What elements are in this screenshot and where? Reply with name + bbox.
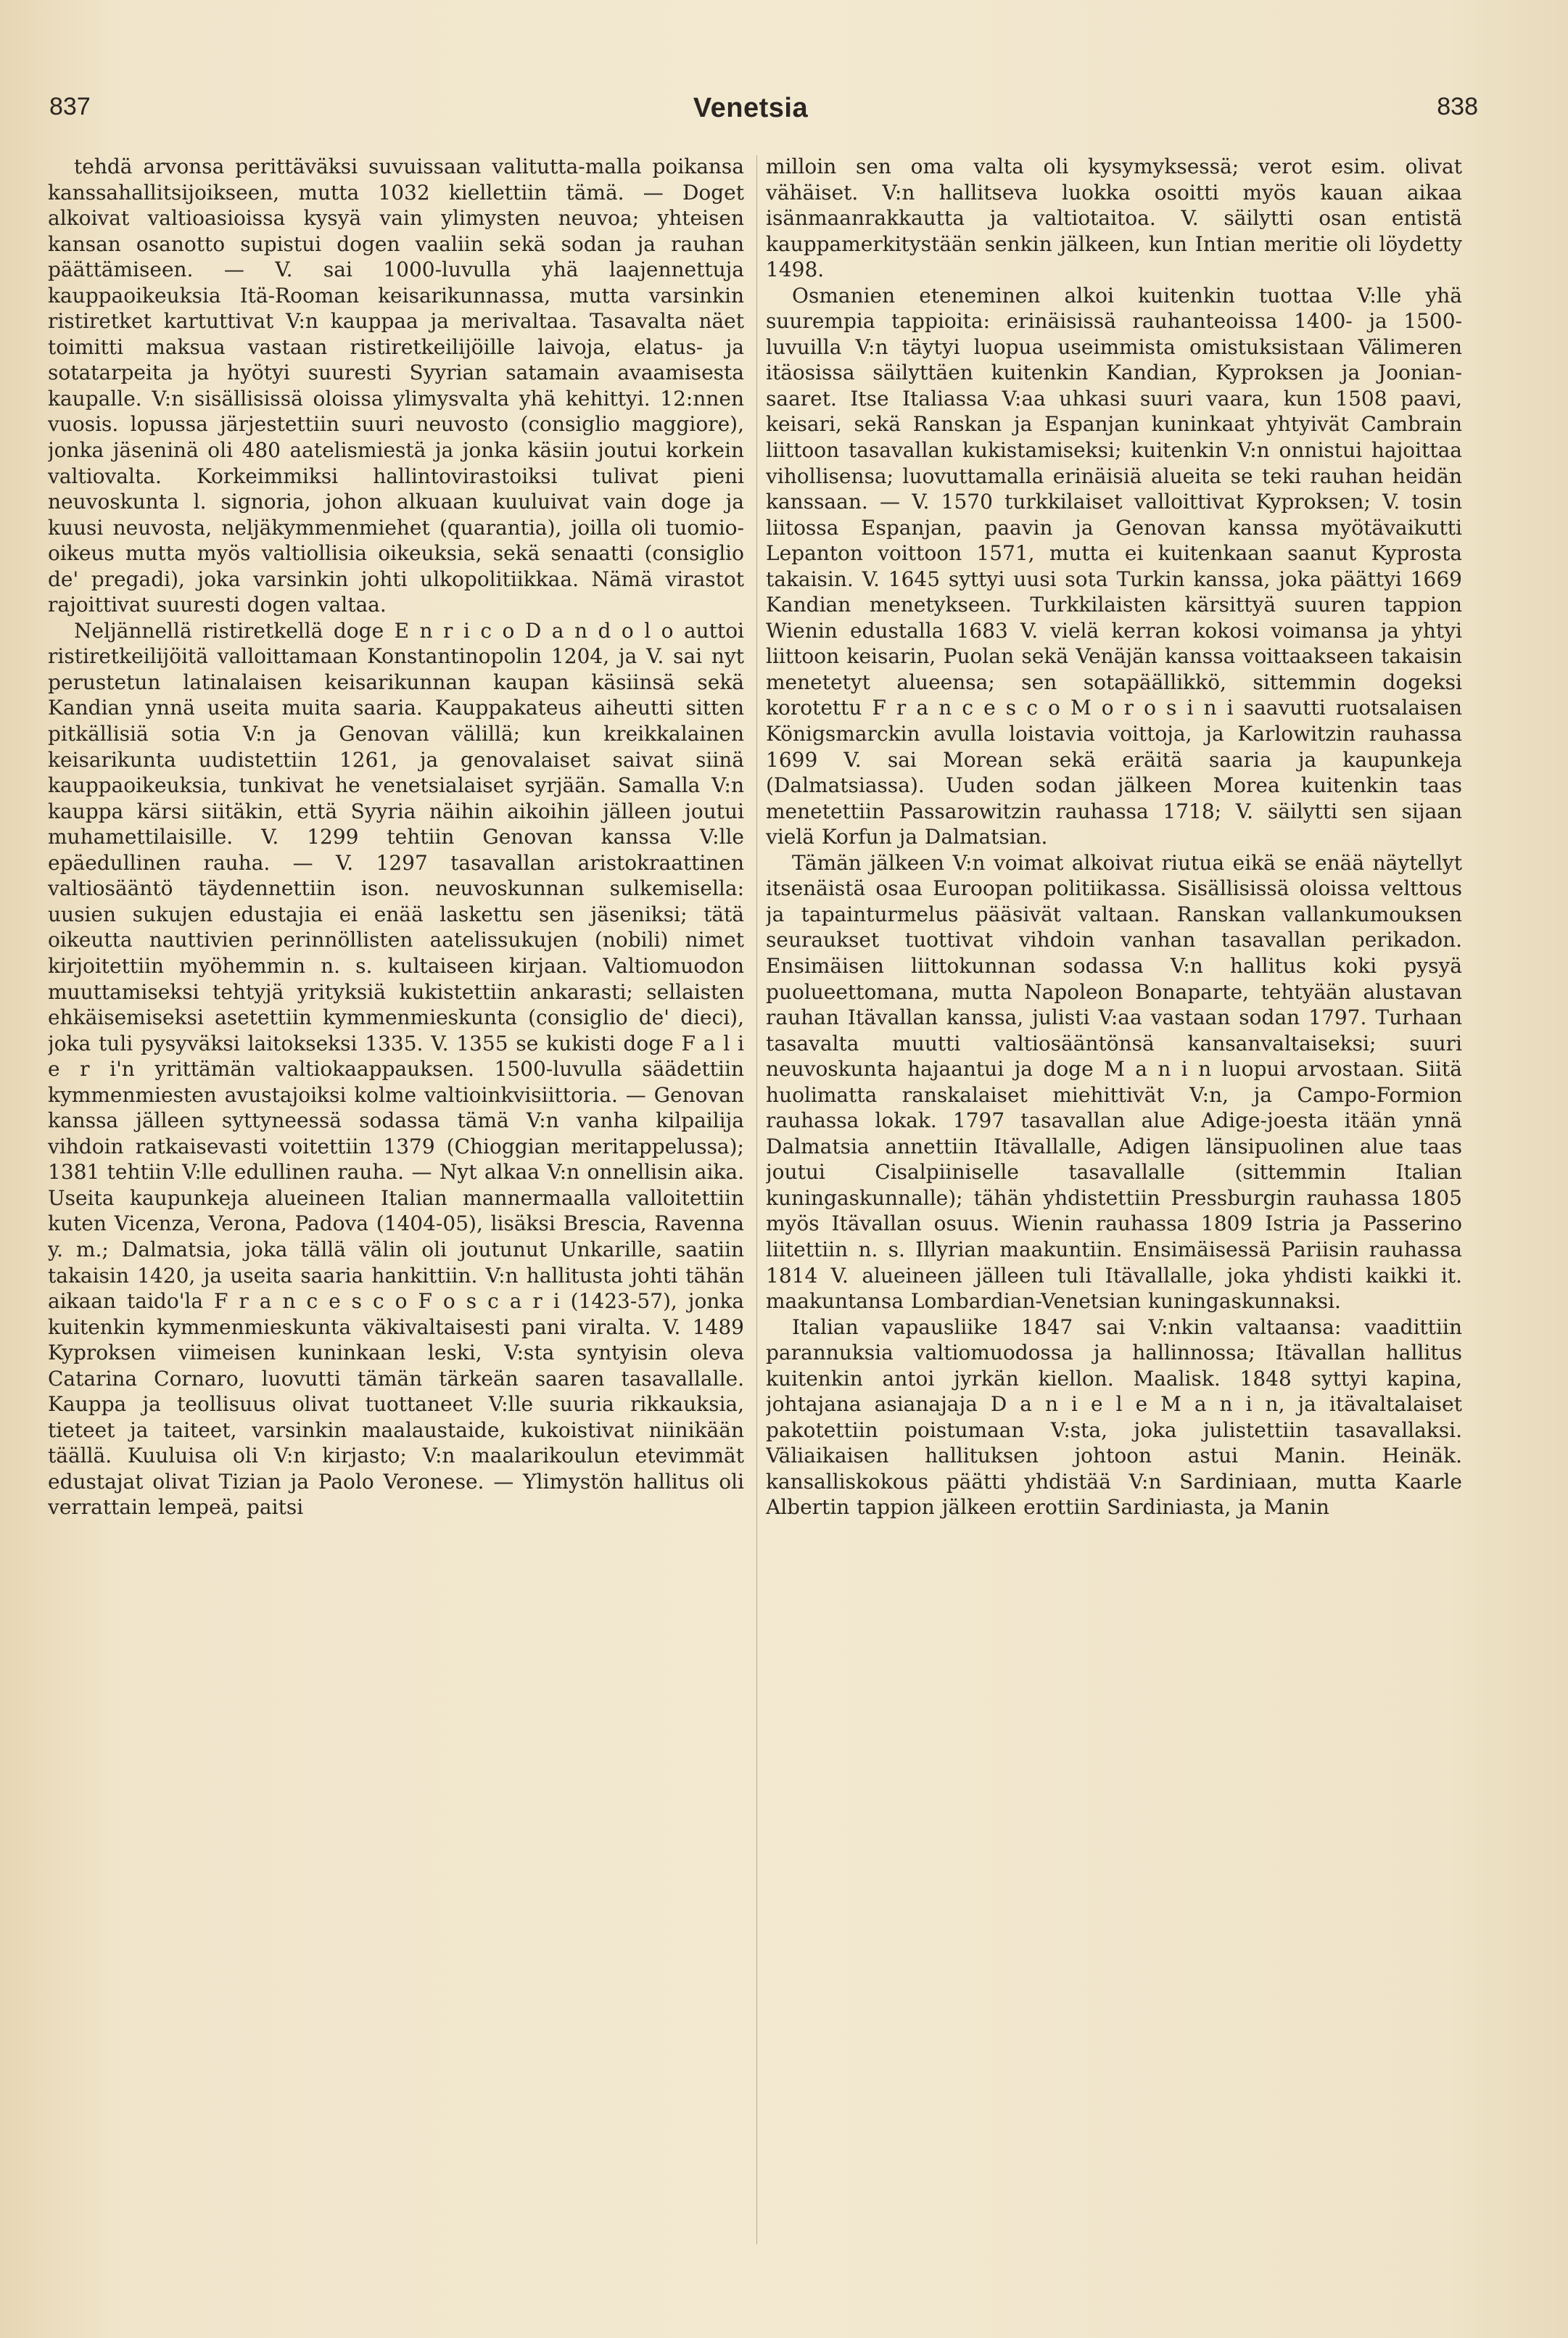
page-header (44, 93, 1478, 136)
paragraph: tehdä arvonsa perittäväksi suvuissaan valitutta-malla poikansa kanssahallitsijoikseen, mutta 1032 kiellettiin tämä. — Doget alkoivat valtioasioissa kysyä vain ylimysten neuvoa; yhteisen kansan osanotto supistui dogen vaaliin sekä sodan ja rauhan päättämiseen. — V. sai 1000-luvulla yhä laajennettuja kauppaoikeuksia Itä-Rooman keisarikunnassa, mutta varsinkin ristiretket kartuttivat V:n kauppaa ja merivaltaa. Tasavalta näet toimitti maksua vastaan ristiretkeilijöille laivoja, elatus- ja sotatarpeita ja hyötyi suuresti Syyrian satamain avaamisesta kaupalle. V:n sisällisissä oloissa ylimysvalta yhä kehittyi. 12:nnen vuosis. lopussa järjestettiin suuri neuvosto (consiglio maggiore), jonka jäseninä oli 480 aatelismiestä ja jonka käsiin joutui korkein valtiovalta. Korkeimmiksi hallintovirastoiksi tulivat pieni neuvoskunta l. signoria, johon alkuaan kuuluivat vain doge ja kuusi neuvosta, neljäkymmenmiehet (quarantia), joilla oli tuomio-oikeus mutta myös valtiollisia oikeuksia, sekä senaatti (consiglio de' pregadi), joka varsinkin johti ulkopolitiikkaa. Nämä virastot rajoittivat suuresti dogen valtaa. (48, 155, 744, 617)
page-number-left: 837 (49, 93, 91, 120)
paragraph: Neljännellä ristiretkellä doge E n r i c o D a n d o l o auttoi ristiretkeilijöitä valloittamaan Konstantinopolin 1204, ja V. sai nyt perustetun latinalaisen keisarikunnan kaupan käsiinsä sekä Kandian ynnä useita muita saaria. Kauppakateus aiheutti sitten pitkällisiä sotia V:n ja Genovan välillä; kun kreikkalainen keisarikunta uudistettiin 1261, ja genovalaiset saivat siinä kauppaoikeuksia, tunkivat he venetsialaiset syrjään. Samalla V:n kauppa kärsi siitäkin, että Syyria näihin aikoihin jälleen joutui muhamettilaisille. V. 1299 tehtiin Genovan kanssa V:lle epäedullinen rauha. — V. 1297 tasavallan aristokraattinen valtiosääntö täydennettiin ison. neuvoskunnan sulkemisella: uusien sukujen edustajia ei enää laskettu sen jäseniksi; tätä oikeutta nauttivien perinnöllisten aatelissukujen (nobili) nimet kirjoitettiin myöhemmin n. s. kultaiseen kirjaan. Valtiomuodon muuttamiseksi tehtyjä yrityksiä kukistettiin ankarasti; sellaisten ehkäisemiseksi asetettiin kymmenmieskunta (consiglio de' dieci), joka tuli pysyväksi laitokseksi 1335. V. 1355 se kukisti doge F a l i e r i'n yrittämän valtiokaappauksen. 1500-luvulla säädettiin kymmenmiesten avustajoiksi kolme valtioinkvisiittoria. — Genovan kanssa jälleen syttyneessä sodassa tämä V:n vanha kilpailija vihdoin ratkaisevasti voitettiin 1379 (Chioggian meritappelussa); 1381 tehtiin V:lle edullinen rauha. — Nyt alkaa V:n onnellisin aika. Useita kaupunkeja alueineen Italian mannermaalla valloitettiin kuten Vicenza, Verona, Padova (1404-05), lisäksi Brescia, Ravenna y. m.; Dalmatsia, joka tällä välin oli joutunut Unkarille, saatiin takaisin 1420, ja useita saaria hankittiin. V:n hallitusta johti tähän aikaan taido'la F r a n c e s c o F o s c a r i (1423-57), jonka kuitenkin kymmenmieskunta väkivaltaisesti pani viralta. V. 1489 Kyproksen viimeisen kuninkaan leski, V:sta syntyisin oleva Catarina Cornaro, luovutti tämän tärkeän saaren tasavallalle. Kauppa ja teollisuus olivat tuottaneet V:lle suuria rikkauksia, tieteet ja taiteet, varsinkin maalaustaide, kukoistivat niinikään täällä. Kuuluisa oli V:n kirjasto; V:n maalarikoulun etevimmät edustajat olivat Tizian ja Paolo Veronese. — Ylimystön hallitus oli verrattain lempeä, paitsi (48, 618, 744, 1520)
page-title: Venetsia (693, 93, 809, 123)
paragraph: milloin sen oma valta oli kysymyksessä; verot esim. olivat vähäiset. V:n hallitseva luokka osoitti myös kauan aikaa isänmaanrakkautta ja valtiotaitoa. V. säilytti osan entistä kauppamerkitystään senkin jälkeen, kun Intian meritie oli löydetty 1498. (766, 155, 1462, 282)
right-column (766, 154, 1462, 2257)
page-number-right: 838 (1437, 93, 1478, 120)
paragraph: Osmanien eteneminen alkoi kuitenkin tuottaa V:lle yhä suurempia tappioita: erinäisissä rauhanteoissa 1400- ja 1500-luvuilla V:n täytyi luopua useimmista omistuksistaan Välimeren itäosissa säilyttäen kuitenkin Kandian, Kyproksen ja Joonian-saaret. Itse Italiassa V:aa uhkasi suuri vaara, kun 1508 paavi, keisari, sekä Ranskan ja Espanjan kuninkaat yhtyivät Cambrain liittoon tasavallan kukistamiseksi; kuitenkin V:n onnistui hajoittaa vihollisensa; luovuttamalla erinäisiä alueita se teki rauhan heidän kanssaan. — V. 1570 turkkilaiset valloittivat Kyproksen; V. tosin liitossa Espanjan, paavin ja Genovan kanssa myötävaikutti Lepanton voittoon 1571, mutta ei kuitenkaan saanut Kyprosta takaisin. V. 1645 syttyi uusi sota Turkin kanssa, joka päättyi 1669 Kandian menetykseen. Turkkilaisten kärsittyä suuren tappion Wienin edustalla 1683 V. vielä kerran kokosi voimansa ja yhtyi liittoon keisarin, Puolan sekä Venäjän kanssa voittaakseen takaisin menetetyt alueensa; sen sotapäällikkö, sittemmin dogeksi korotettu F r a n c e s c o M o r o s i n i saavutti ruotsalaisen Königsmarckin avulla loistavia voittoja, ja Karlowitzin rauhassa 1699 V. sai Morean sekä eräitä saaria ja kaupunkeja (Dalmatsiassa). Uuden sodan jälkeen Morea kuitenkin taas menetettiin Passarowitzin rauhassa 1718; V. säilytti sen sijaan vielä Korfun ja Dalmatsian. (766, 283, 1462, 849)
paragraph: Tämän jälkeen V:n voimat alkoivat riutua eikä se enää näytellyt itsenäistä osaa Euroopan politiikassa. Sisällisissä oloissa velttous ja tapainturmelus pääsivät valtaan. Ranskan vallankumouksen seuraukset tuottivat vihdoin vanhan tasavallan perikadon. Ensimäisen liittokunnan sodassa V:n hallitus koki pysyä puolueettomana, mutta Napoleon Bonaparte, tehtyään alustavan rauhan Itävallan kanssa, julisti V:aa vastaan sodan 1797. Turhaan tasavalta muutti valtiosääntönsä kansanvaltaiseksi; suuri neuvoskunta hajaantui ja doge M a n i n luopui arvostaan. Siitä huolimatta ranskalaiset miehittivät V:n, ja Campo-Formion rauhassa lokak. 1797 tasavallan alue Adige-joesta itään ynnä Dalmatsia annettiin Itävallalle, Adigen länsipuolinen alue taas joutui Cisalpiiniselle tasavallalle (sittemmin Italian kuningaskunnalle); tähän yhdistettiin Pressburgin rauhassa 1805 myös Itävallan osuus. Wienin rauhassa 1809 Istria ja Passerino liitettiin n. s. Illyrian maakuntiin. Ensimäisessä Pariisin rauhassa 1814 V. alueineen jälleen tuli Itävallalle, joka yhdisti kaikki it. maakuntansa Lombardian-Venetsian kuningaskunnaksi. (766, 850, 1462, 1314)
paragraph: Italian vapausliike 1847 sai V:nkin valtaansa: vaadittiin parannuksia valtiomuodossa ja hallinnossa; Itävallan hallitus kuitenkin antoi jyrkän kiellon. Maalisk. 1848 syttyi kapina, johtajana asianajaja D a n i e l e M a n i n, ja itävaltalaiset pakotettiin poistumaan V:sta, joka julistettiin tasavallaksi. Väliaikaisen hallituksen johtoon astui Manin. Heinäk. kansalliskokous päätti yhdistää V:n Sardiniaan, mutta Kaarle Albertin tappion jälkeen erottiin Sardiniasta, ja Manin (766, 1314, 1462, 1520)
column-divider (756, 155, 757, 2244)
left-column (48, 154, 744, 2257)
